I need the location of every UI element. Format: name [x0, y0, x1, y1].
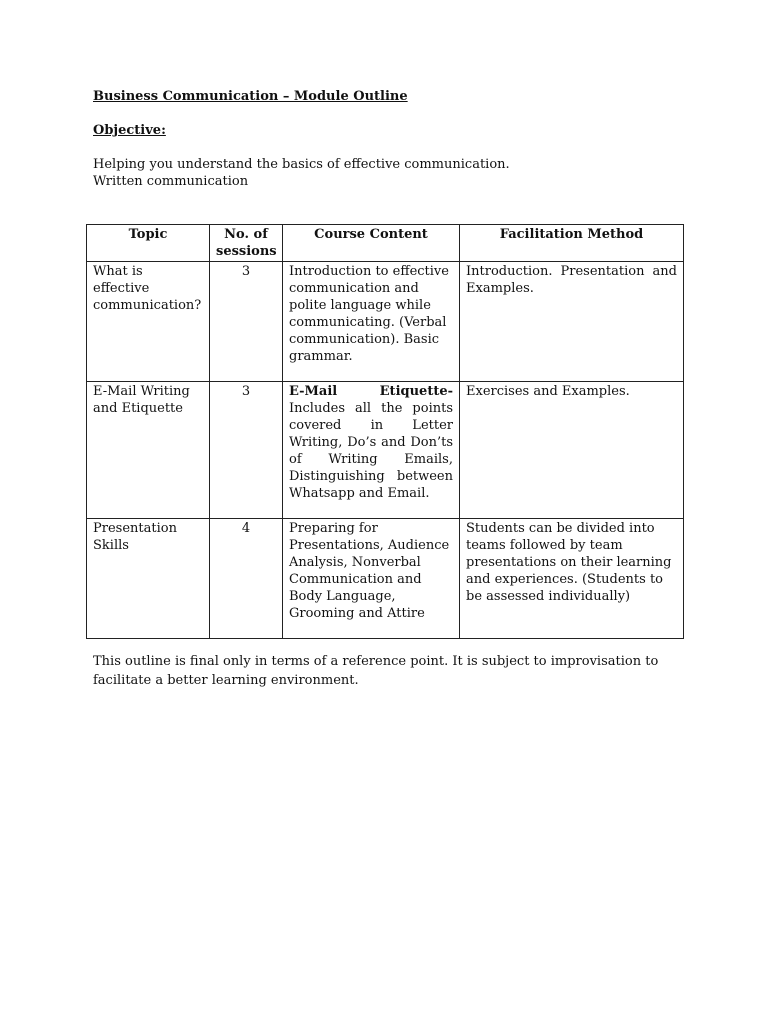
- course-content-text: Includes all the points covered in Letter Writing, Do’s and Don’ts of Writing Emails, Distinguishing between Whatsapp and Email.: [289, 401, 453, 501]
- course-content-text: Introduction to effective communication and polite language while communicating. (Verbal communication). Basic grammar.: [289, 264, 449, 364]
- table-row: [87, 519, 684, 639]
- column-header-topic: Topic: [87, 225, 210, 262]
- objective-line: Written communication: [93, 174, 249, 189]
- topic-cell: Presentation Skills: [87, 519, 210, 639]
- facilitation-method-cell: Introduction. Presentation and Examples.: [460, 262, 684, 382]
- objective-line: Helping you understand the basics of effective communication.: [93, 157, 510, 172]
- course-content-text: Preparing for Presentations, Audience Analysis, Nonverbal Communication and Body Language, Grooming and Attire: [289, 521, 450, 621]
- sessions-cell: 4: [210, 519, 283, 639]
- course-content-cell: [283, 519, 460, 639]
- objective-text: [93, 156, 510, 190]
- topic-cell: What is effective communication?: [87, 262, 210, 382]
- course-content-bold-label: E-Mail Etiquette-: [289, 384, 453, 399]
- sessions-cell: 3: [210, 382, 283, 519]
- module-outline-table: [86, 224, 684, 639]
- column-header-course-content: Course Content: [283, 225, 460, 262]
- facilitation-method-cell: Exercises and Examples.: [460, 382, 684, 519]
- course-content-cell: [283, 382, 460, 519]
- sessions-cell: 3: [210, 262, 283, 382]
- footer-note: This outline is final only in terms of a reference point. It is subject to improvisation to facilitate a better learning environment.: [93, 654, 659, 688]
- objective-heading: Objective:: [93, 123, 166, 138]
- table-row: [87, 382, 684, 519]
- course-content-cell: [283, 262, 460, 382]
- column-header-facilitation-method: Facilitation Method: [460, 225, 684, 262]
- topic-cell: E-Mail Writing and Etiquette: [87, 382, 210, 519]
- document-title: Business Communication – Module Outline: [93, 89, 408, 104]
- table-header-row: [87, 225, 684, 262]
- column-header-sessions: No. of sessions: [210, 225, 283, 262]
- table-row: [87, 262, 684, 382]
- facilitation-method-cell: Students can be divided into teams followed by team presentations on their learning and experiences. (Students to be assessed individually): [460, 519, 684, 639]
